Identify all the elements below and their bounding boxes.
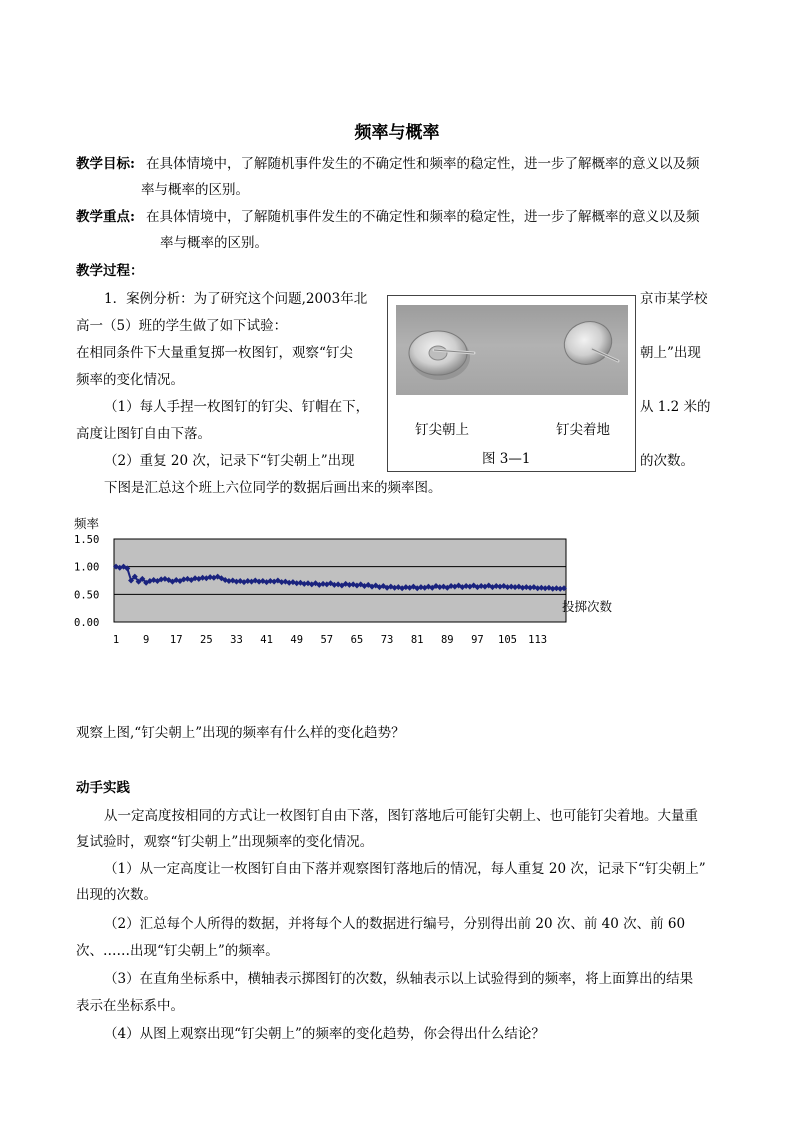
y-tick-labels — [74, 534, 99, 629]
question-text: 观察上图,“钉尖朝上”出现的频率有什么样的变化趋势？ — [76, 725, 405, 741]
practice-step-1a: （1）从一定高度让一枚图钉自由下落并观察图钉落地后的情况，每人重复 20 次，记录下“钉尖朝上” — [104, 861, 706, 877]
thumbtack-photo — [396, 305, 628, 395]
x-tick-label: 1 — [112, 634, 120, 646]
process-line-3a: 在相同条件下大量重复掷一枚图钉，观察“钉尖 — [76, 345, 353, 361]
x-tick-label: 9 — [142, 634, 150, 646]
process-line-1a: 1．案例分析：为了研究这个问题,2003年北 — [104, 291, 368, 307]
practice-step-2a: （2）汇总每个人所得的数据，并将每个人的数据进行编号，分别得出前 20 次、前 40 次、前 60 — [104, 916, 686, 932]
process-line-7b: 的次数。 — [640, 453, 694, 469]
y-tick-label: 1.00 — [74, 561, 100, 574]
process-line-1b: 京市某学校 — [640, 291, 708, 307]
practice-intro-2: 复试验时，观察“钉尖朝上”出现频率的变化情况。 — [76, 834, 374, 850]
practice-step-2b: 次、……出现“钉尖朝上”的频率。 — [76, 943, 279, 959]
keypoint-label: 教学重点: — [76, 209, 135, 225]
x-tick-label: 105 — [498, 634, 518, 646]
x-tick-label: 49 — [290, 634, 304, 646]
objective-text-1: 在具体情境中，了解随机事件发生的不确定性和频率的稳定性，进一步了解概率的意义以及频 — [146, 156, 700, 172]
x-tick-label: 81 — [410, 634, 424, 646]
tack-center-left — [429, 346, 447, 360]
process-line-4: 频率的变化情况。 — [76, 372, 184, 388]
thumbtack-figure — [387, 295, 636, 472]
x-axis-label: 投掷次数 — [562, 599, 613, 614]
label-point-up: 钉尖朝上 — [415, 422, 469, 438]
x-tick-label: 73 — [380, 634, 394, 646]
process-line-6: 高度让图钉自由下落。 — [76, 426, 211, 442]
y-tick-label: 0.00 — [74, 617, 100, 629]
page-title: 频率与概率 — [354, 123, 440, 143]
label-point-down: 钉尖着地 — [556, 422, 610, 438]
frequency-chart — [72, 515, 632, 655]
y-axis-label: 频率 — [74, 516, 100, 531]
x-tick-label: 17 — [169, 634, 183, 646]
x-tick-labels — [113, 634, 547, 646]
practice-step-4: （4）从图上观察出现“钉尖朝上”的频率的变化趋势，你会得出什么结论？ — [104, 1026, 545, 1042]
x-tick-label: 89 — [440, 634, 454, 646]
practice-step-3b: 表示在坐标系中。 — [76, 998, 184, 1014]
thumbtack-illustration — [396, 305, 628, 395]
figure-caption: 图 3—1 — [482, 451, 531, 467]
objective-text-2: 率与概率的区别。 — [141, 182, 249, 198]
practice-step-3a: （3）在直角坐标系中，横轴表示掷图钉的次数，纵轴表示以上试验得到的频率，将上面算出的结果 — [104, 971, 694, 987]
x-tick-label: 57 — [320, 634, 334, 646]
x-tick-label: 97 — [471, 634, 484, 646]
objective-label: 教学目标: — [76, 156, 135, 172]
keypoint-text-2: 率与概率的区别。 — [160, 235, 268, 251]
process-line-2: 高一（5）班的学生做了如下试验： — [76, 318, 288, 334]
process-line-5a: （1）每人手捏一枚图钉的钉尖、钉帽在下， — [104, 399, 370, 415]
process-line-5b: 从 1.2 米的 — [640, 399, 711, 415]
x-tick-label: 41 — [260, 634, 273, 646]
process-line-3b: 朝上”出现 — [640, 345, 701, 361]
process-line-7a: （2）重复 20 次，记录下“钉尖朝上”出现 — [104, 453, 355, 469]
y-tick-label: 1.50 — [74, 534, 100, 546]
x-tick-label: 25 — [200, 634, 213, 646]
y-tick-label: 0.50 — [74, 589, 100, 602]
practice-intro-1: 从一定高度按相同的方式让一枚图钉自由下落，图钉落地后可能钉尖朝上、也可能钉尖着地。大量重 — [104, 808, 698, 824]
keypoint-text-1: 在具体情境中，了解随机事件发生的不确定性和频率的稳定性，进一步了解概率的意义以及频 — [146, 209, 700, 225]
process-line-8: 下图是汇总这个班上六位同学的数据后画出来的频率图。 — [104, 480, 442, 496]
tack-cap-right — [558, 315, 617, 371]
x-tick-label: 65 — [350, 634, 364, 646]
x-tick-label: 113 — [528, 634, 548, 646]
x-tick-label: 33 — [230, 634, 243, 646]
process-label: 教学过程： — [76, 263, 144, 279]
practice-step-1b: 出现的次数。 — [76, 887, 157, 903]
practice-heading: 动手实践 — [76, 780, 130, 796]
